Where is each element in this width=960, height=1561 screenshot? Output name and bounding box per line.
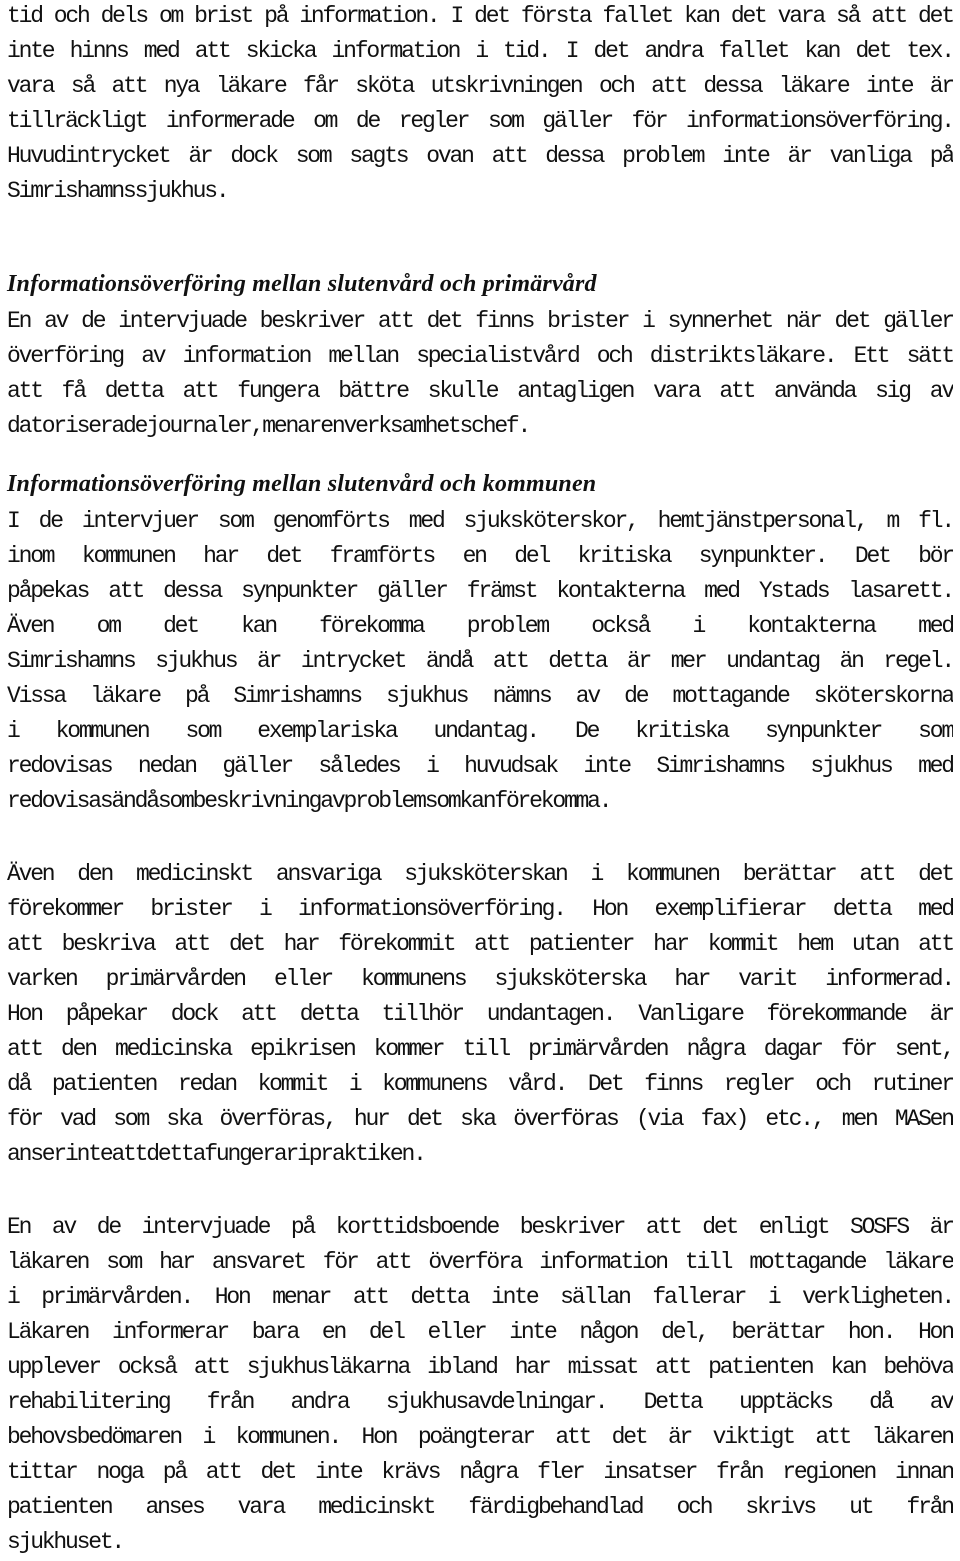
paragraph-line: vara så att nya läkare får sköta utskrivningen och att dessa läkare inte är: [7, 73, 953, 99]
paragraph-line: redovisas ändå som beskrivning av problem som kan förekomma.: [7, 788, 611, 814]
paragraph-line: En av de intervjuade på korttidsboende beskriver att det enligt SOSFS är: [7, 1214, 953, 1240]
paragraph: [7, 857, 953, 1172]
paragraph-line: Simrishamns sjukhus är intrycket ändå att detta är mer undantag än regel.: [7, 648, 953, 674]
paragraph-line: att den medicinska epikrisen kommer till primärvården några dagar för sent,: [7, 1036, 953, 1062]
paragraph-line: anser inte att detta fungerar i praktiken.: [7, 1141, 425, 1167]
paragraph-line: tid och dels om brist på information. I det första fallet kan det vara så att det: [7, 3, 953, 29]
paragraph-line: Huvudintrycket är dock som sagts ovan att dessa problem inte är vanliga på: [7, 143, 953, 169]
paragraph-line: att beskriva att det har förekommit att patienter har kommit hem utan att: [7, 931, 953, 957]
paragraph-line: datoriserade journaler, menar en verksamhetschef.: [7, 413, 530, 439]
paragraph-line: Hon påpekar dock att detta tillhör undantagen. Vanligare förekommande är: [7, 1001, 953, 1027]
paragraph-line: inom kommunen har det framförts en del kritiska synpunkter. Det bör: [7, 543, 953, 569]
paragraph-line: Simrishamns sjukhus.: [7, 178, 228, 204]
paragraph-line: Vissa läkare på Simrishamns sjukhus nämns av de mottagande sköterskorna: [7, 683, 953, 709]
paragraph-line: tillräckligt informerade om de regler som gäller för informationsöverföring.: [7, 108, 953, 134]
paragraph-line: patienten anses vara medicinskt färdigbehandlad och skrivs ut från: [7, 1494, 953, 1520]
paragraph: [7, 304, 953, 444]
paragraph-line: I de intervjuer som genomförts med sjuksköterskor, hemtjänstpersonal, m fl.: [7, 508, 953, 534]
paragraph-line: rehabilitering från andra sjukhusavdelningar. Detta upptäcks då av: [7, 1389, 953, 1415]
paragraph: [7, 504, 953, 819]
section-heading: Informationsöverföring mellan slutenvård och kommunen: [7, 471, 597, 497]
paragraph-line: då patienten redan kommit i kommunens vård. Det finns regler och rutiner: [7, 1071, 953, 1097]
paragraph-line: Även den medicinskt ansvariga sjuksköterskan i kommunen berättar att det: [7, 861, 953, 887]
paragraph: [7, 0, 953, 209]
paragraph-line: sjukhuset.: [7, 1529, 124, 1555]
paragraph-line: En av de intervjuade beskriver att det finns brister i synnerhet när det gäller: [7, 308, 953, 334]
paragraph-line: varken primärvården eller kommunens sjuksköterska har varit informerad.: [7, 966, 953, 992]
paragraph-line: tittar noga på att det inte krävs några fler insatser från regionen innan: [7, 1459, 953, 1485]
paragraph-line: redovisas nedan gäller således i huvudsak inte Simrishamns sjukhus med: [7, 753, 953, 779]
paragraph-line: Läkaren informerar bara en del eller inte någon del, berättar hon. Hon: [7, 1319, 953, 1345]
paragraph-line: överföring av information mellan specialistvård och distriktsläkare. Ett sätt: [7, 343, 953, 369]
paragraph-line: i primärvården. Hon menar att detta inte sällan fallerar i verkligheten.: [7, 1284, 953, 1310]
paragraph-line: Även om det kan förekomma problem också i kontakterna med: [7, 613, 953, 639]
paragraph-line: läkaren som har ansvaret för att överföra information till mottagande läkare: [7, 1249, 953, 1275]
paragraph-line: påpekas att dessa synpunkter gäller främst kontakterna med Ystads lasarett.: [7, 578, 953, 604]
paragraph-line: att få detta att fungera bättre skulle antagligen vara att använda sig av: [7, 378, 953, 404]
paragraph-line: för vad som ska överföras, hur det ska överföras (via fax) etc., men MASen: [7, 1106, 953, 1132]
paragraph-line: i kommunen som exemplariska undantag. De kritiska synpunkter som: [7, 718, 953, 744]
section-heading: Informationsöverföring mellan slutenvård och primärvård: [7, 271, 597, 297]
paragraph-line: förekommer brister i informationsöverföring. Hon exemplifierar detta med: [7, 896, 953, 922]
paragraph-line: inte hinns med att skicka information i tid. I det andra fallet kan det tex.: [7, 38, 953, 64]
paragraph-line: upplever också att sjukhusläkarna ibland har missat att patienten kan behöva: [7, 1354, 953, 1380]
paragraph: [7, 1210, 953, 1560]
paragraph-line: behovsbedömaren i kommunen. Hon poängterar att det är viktigt att läkaren: [7, 1424, 953, 1450]
